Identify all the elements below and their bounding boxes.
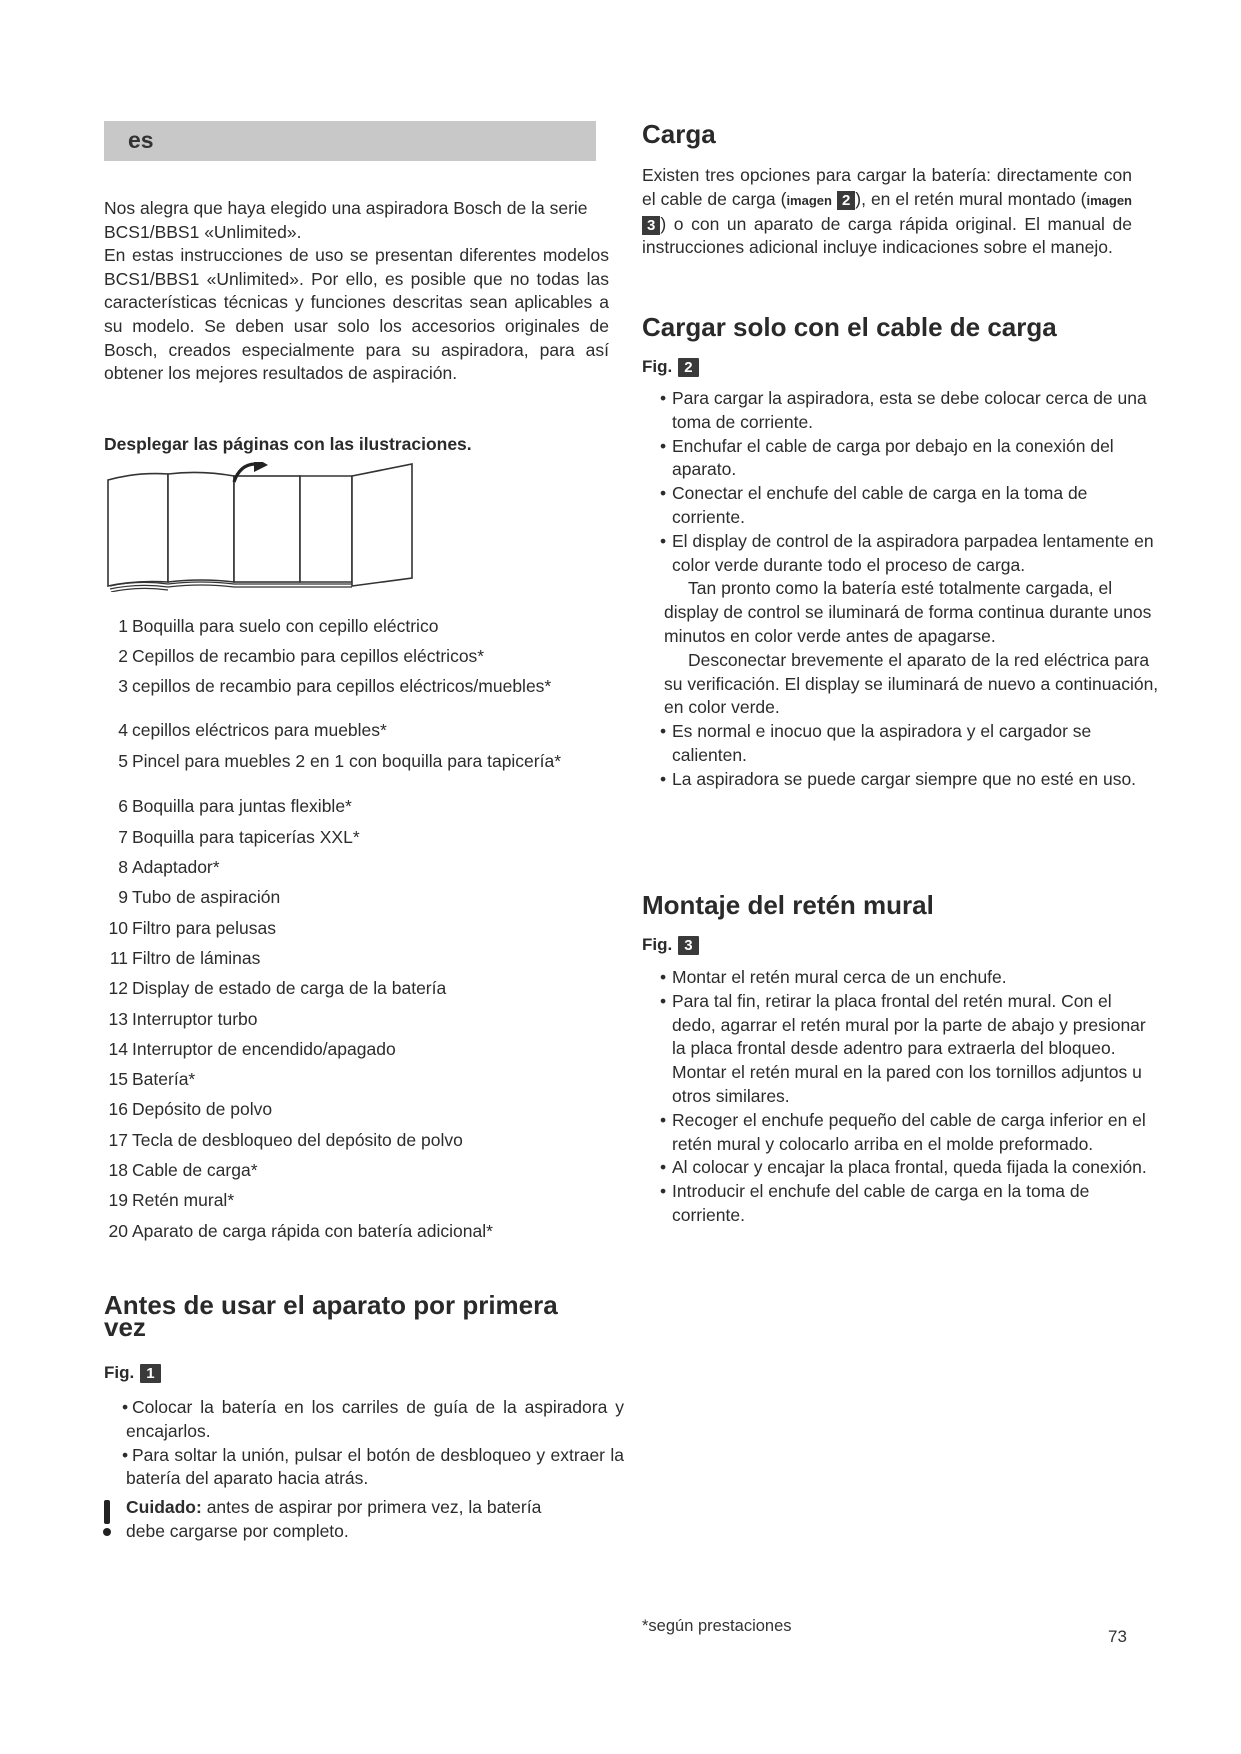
cable-step-5: • Es normal e inocuo que la aspiradora y el cargador se calienten. xyxy=(660,721,1092,765)
footnote: *según prestaciones xyxy=(642,1617,792,1635)
fig-2-badge: 2 xyxy=(678,358,698,377)
part-number: 11 xyxy=(109,948,128,968)
image-3-badge: 3 xyxy=(642,216,660,235)
fig-1-badge: 1 xyxy=(140,1364,160,1383)
fig-2-label xyxy=(642,357,699,377)
part-label: Filtro de láminas xyxy=(132,948,261,968)
first-use-heading: Antes de usar el aparato por primera vez xyxy=(104,1290,558,1342)
part-number: 15 xyxy=(108,1069,128,1089)
imagen-label-3: imagen xyxy=(1086,192,1132,208)
cable-note-1: Tan pronto como la batería esté totalmente cargada, el display de control se iluminará de forma continua durante unos minutos en color verde antes de apagarse. xyxy=(664,578,1152,646)
part-number: 9 xyxy=(118,887,128,907)
part-label: Aparato de carga rápida con batería adicional* xyxy=(132,1221,493,1241)
part-label: Adaptador* xyxy=(132,857,220,877)
part-label: Pincel para muebles 2 en 1 con boquilla para tapicería* xyxy=(132,751,562,771)
wall-step-2: • Para tal fin, retirar la placa frontal del retén mural. Con el dedo, agarrar el retén mural por la parte de abajo y presionar la placa frontal desde adentro para extraerla del bloqueo. Montar el retén mural en la pared con los tornillos adjuntos u otros similares. xyxy=(660,990,1146,1106)
wall-step-1: • Montar el retén mural cerca de un enchufe. xyxy=(660,967,1007,987)
part-number: 13 xyxy=(108,1009,128,1029)
part-number: 19 xyxy=(108,1190,128,1210)
cable-charging-heading: Cargar solo con el cable de carga xyxy=(642,312,1057,342)
fig-3-text: Fig. xyxy=(642,935,673,954)
imagen-label-2: imagen xyxy=(786,192,832,208)
intro-paragraph-1: Nos alegra que haya elegido una aspiradora Bosch de la serie BCS1/BBS1 «Unlimited». xyxy=(104,198,588,242)
cable-charging-steps xyxy=(642,387,1164,792)
wall-mount-heading: Montaje del retén mural xyxy=(642,890,934,920)
first-use-step-2: • Para soltar la unión, pulsar el botón de desbloqueo y extraer la batería del aparato hacia atrás. xyxy=(122,1444,624,1489)
first-use-step-1: • Colocar la batería en los carriles de guía de la aspiradora y encajarlos. xyxy=(122,1397,624,1441)
part-number: 14 xyxy=(108,1039,128,1059)
cable-step-3: • Conectar el enchufe del cable de carga en la toma de corriente. xyxy=(660,483,1088,527)
first-use-steps xyxy=(104,1396,624,1491)
cable-note-2: Desconectar brevemente el aparato de la red eléctrica para su verificación. El display se iluminará de nuevo a continuación, en color verde. xyxy=(664,649,1159,718)
charging-heading: Carga xyxy=(642,119,716,149)
charging-text-b: ), en el retén mural montado ( xyxy=(855,188,1087,209)
part-label: Tubo de aspiración xyxy=(132,887,281,907)
part-number: 1 xyxy=(118,616,128,636)
caution-note xyxy=(126,1496,566,1544)
part-number: 16 xyxy=(108,1099,128,1119)
part-label: cepillos de recambio para cepillos eléctricos/muebles* xyxy=(132,676,552,696)
cable-step-6: • La aspiradora se puede cargar siempre que no esté en uso. xyxy=(660,768,1137,789)
wall-step-5: • Introducir el enchufe del cable de carga en la toma de corriente. xyxy=(660,1181,1090,1225)
part-label: Interruptor turbo xyxy=(132,1009,258,1029)
part-label: Interruptor de encendido/apagado xyxy=(132,1039,396,1059)
part-number: 5 xyxy=(118,751,128,771)
image-2-badge: 2 xyxy=(837,191,855,210)
language-tag: es xyxy=(128,127,154,153)
part-number: 3 xyxy=(118,676,128,696)
intro-text xyxy=(104,197,609,386)
fig-1-label xyxy=(104,1363,161,1383)
part-number: 7 xyxy=(118,827,128,847)
part-number: 17 xyxy=(108,1130,128,1150)
part-number: 8 xyxy=(118,857,128,877)
page-number: 73 xyxy=(1108,1627,1127,1646)
part-label: cepillos eléctricos para muebles* xyxy=(132,720,387,740)
part-number: 20 xyxy=(108,1221,128,1241)
warning-icon xyxy=(100,1498,120,1538)
fig-1-text: Fig. xyxy=(104,1363,135,1382)
intro-paragraph-2: En estas instrucciones de uso se presentan diferentes modelos BCS1/BBS1 «Unlimited». Por ello, es posible que no todas las características técnicas y funciones descritas sean aplicables a su modelo. Se deben usar solo los accesorios originales de Bosch, creados especialmente para su aspiradora, para así obtener los mejores resultados de aspiración. xyxy=(104,245,609,384)
wall-step-4: • Al colocar y encajar la placa frontal, queda fijada la conexión. xyxy=(660,1157,1147,1178)
part-number: 18 xyxy=(108,1160,128,1180)
caution-label: Cuidado: xyxy=(126,1497,202,1517)
part-label: Boquilla para suelo con cepillo eléctrico xyxy=(132,616,439,636)
part-label: Cepillos de recambio para cepillos eléctricos* xyxy=(132,646,485,666)
wall-mount-steps xyxy=(642,966,1154,1228)
part-label: Tecla de desbloqueo del depósito de polvo xyxy=(132,1130,463,1150)
language-bar xyxy=(104,121,596,161)
part-number: 6 xyxy=(118,796,128,816)
part-number: 10 xyxy=(108,918,128,938)
caution-text: antes de aspirar por primera vez, la batería debe cargarse por completo. xyxy=(126,1497,542,1541)
part-label: Retén mural* xyxy=(132,1190,235,1210)
charging-text-c: ) o con un aparato de carga rápida original. El manual de instrucciones adicional incluye indicaciones sobre el manejo. xyxy=(642,213,1132,258)
charging-text xyxy=(642,164,1132,260)
part-number: 12 xyxy=(108,978,128,998)
cable-step-1: • Para cargar la aspiradora, esta se debe colocar cerca de una toma de corriente. xyxy=(660,388,1147,432)
part-label: Display de estado de carga de la batería xyxy=(132,978,447,998)
part-label: Depósito de polvo xyxy=(132,1099,273,1119)
part-label: Boquilla para juntas flexible* xyxy=(132,796,352,816)
wall-step-3: • Recoger el enchufe pequeño del cable de carga inferior en el retén mural y colocarlo arriba en el molde preformado. xyxy=(660,1109,1146,1154)
part-label: Batería* xyxy=(132,1069,196,1089)
unfold-heading: Desplegar las páginas con las ilustraciones. xyxy=(104,434,472,454)
part-number: 4 xyxy=(118,720,128,740)
part-label: Cable de carga* xyxy=(132,1160,258,1180)
fig-2-text: Fig. xyxy=(642,357,673,376)
charging-text-a: Existen tres opciones para cargar la batería: directamente con el cable de carga ( xyxy=(642,165,1132,209)
part-number: 2 xyxy=(118,646,128,666)
part-label: Filtro para pelusas xyxy=(132,918,276,938)
cable-step-4: • El display de control de la aspiradora parpadea lentamente en color verde durante todo el proceso de carga. xyxy=(660,530,1154,575)
parts-list xyxy=(104,615,604,1275)
unfold-pages-illustration xyxy=(106,462,416,592)
fig-3-label xyxy=(642,935,699,955)
part-label: Boquilla para tapicerías XXL* xyxy=(132,827,360,847)
fig-3-badge: 3 xyxy=(678,936,698,955)
cable-step-2: • Enchufar el cable de carga por debajo en la conexión del aparato. xyxy=(660,435,1114,480)
